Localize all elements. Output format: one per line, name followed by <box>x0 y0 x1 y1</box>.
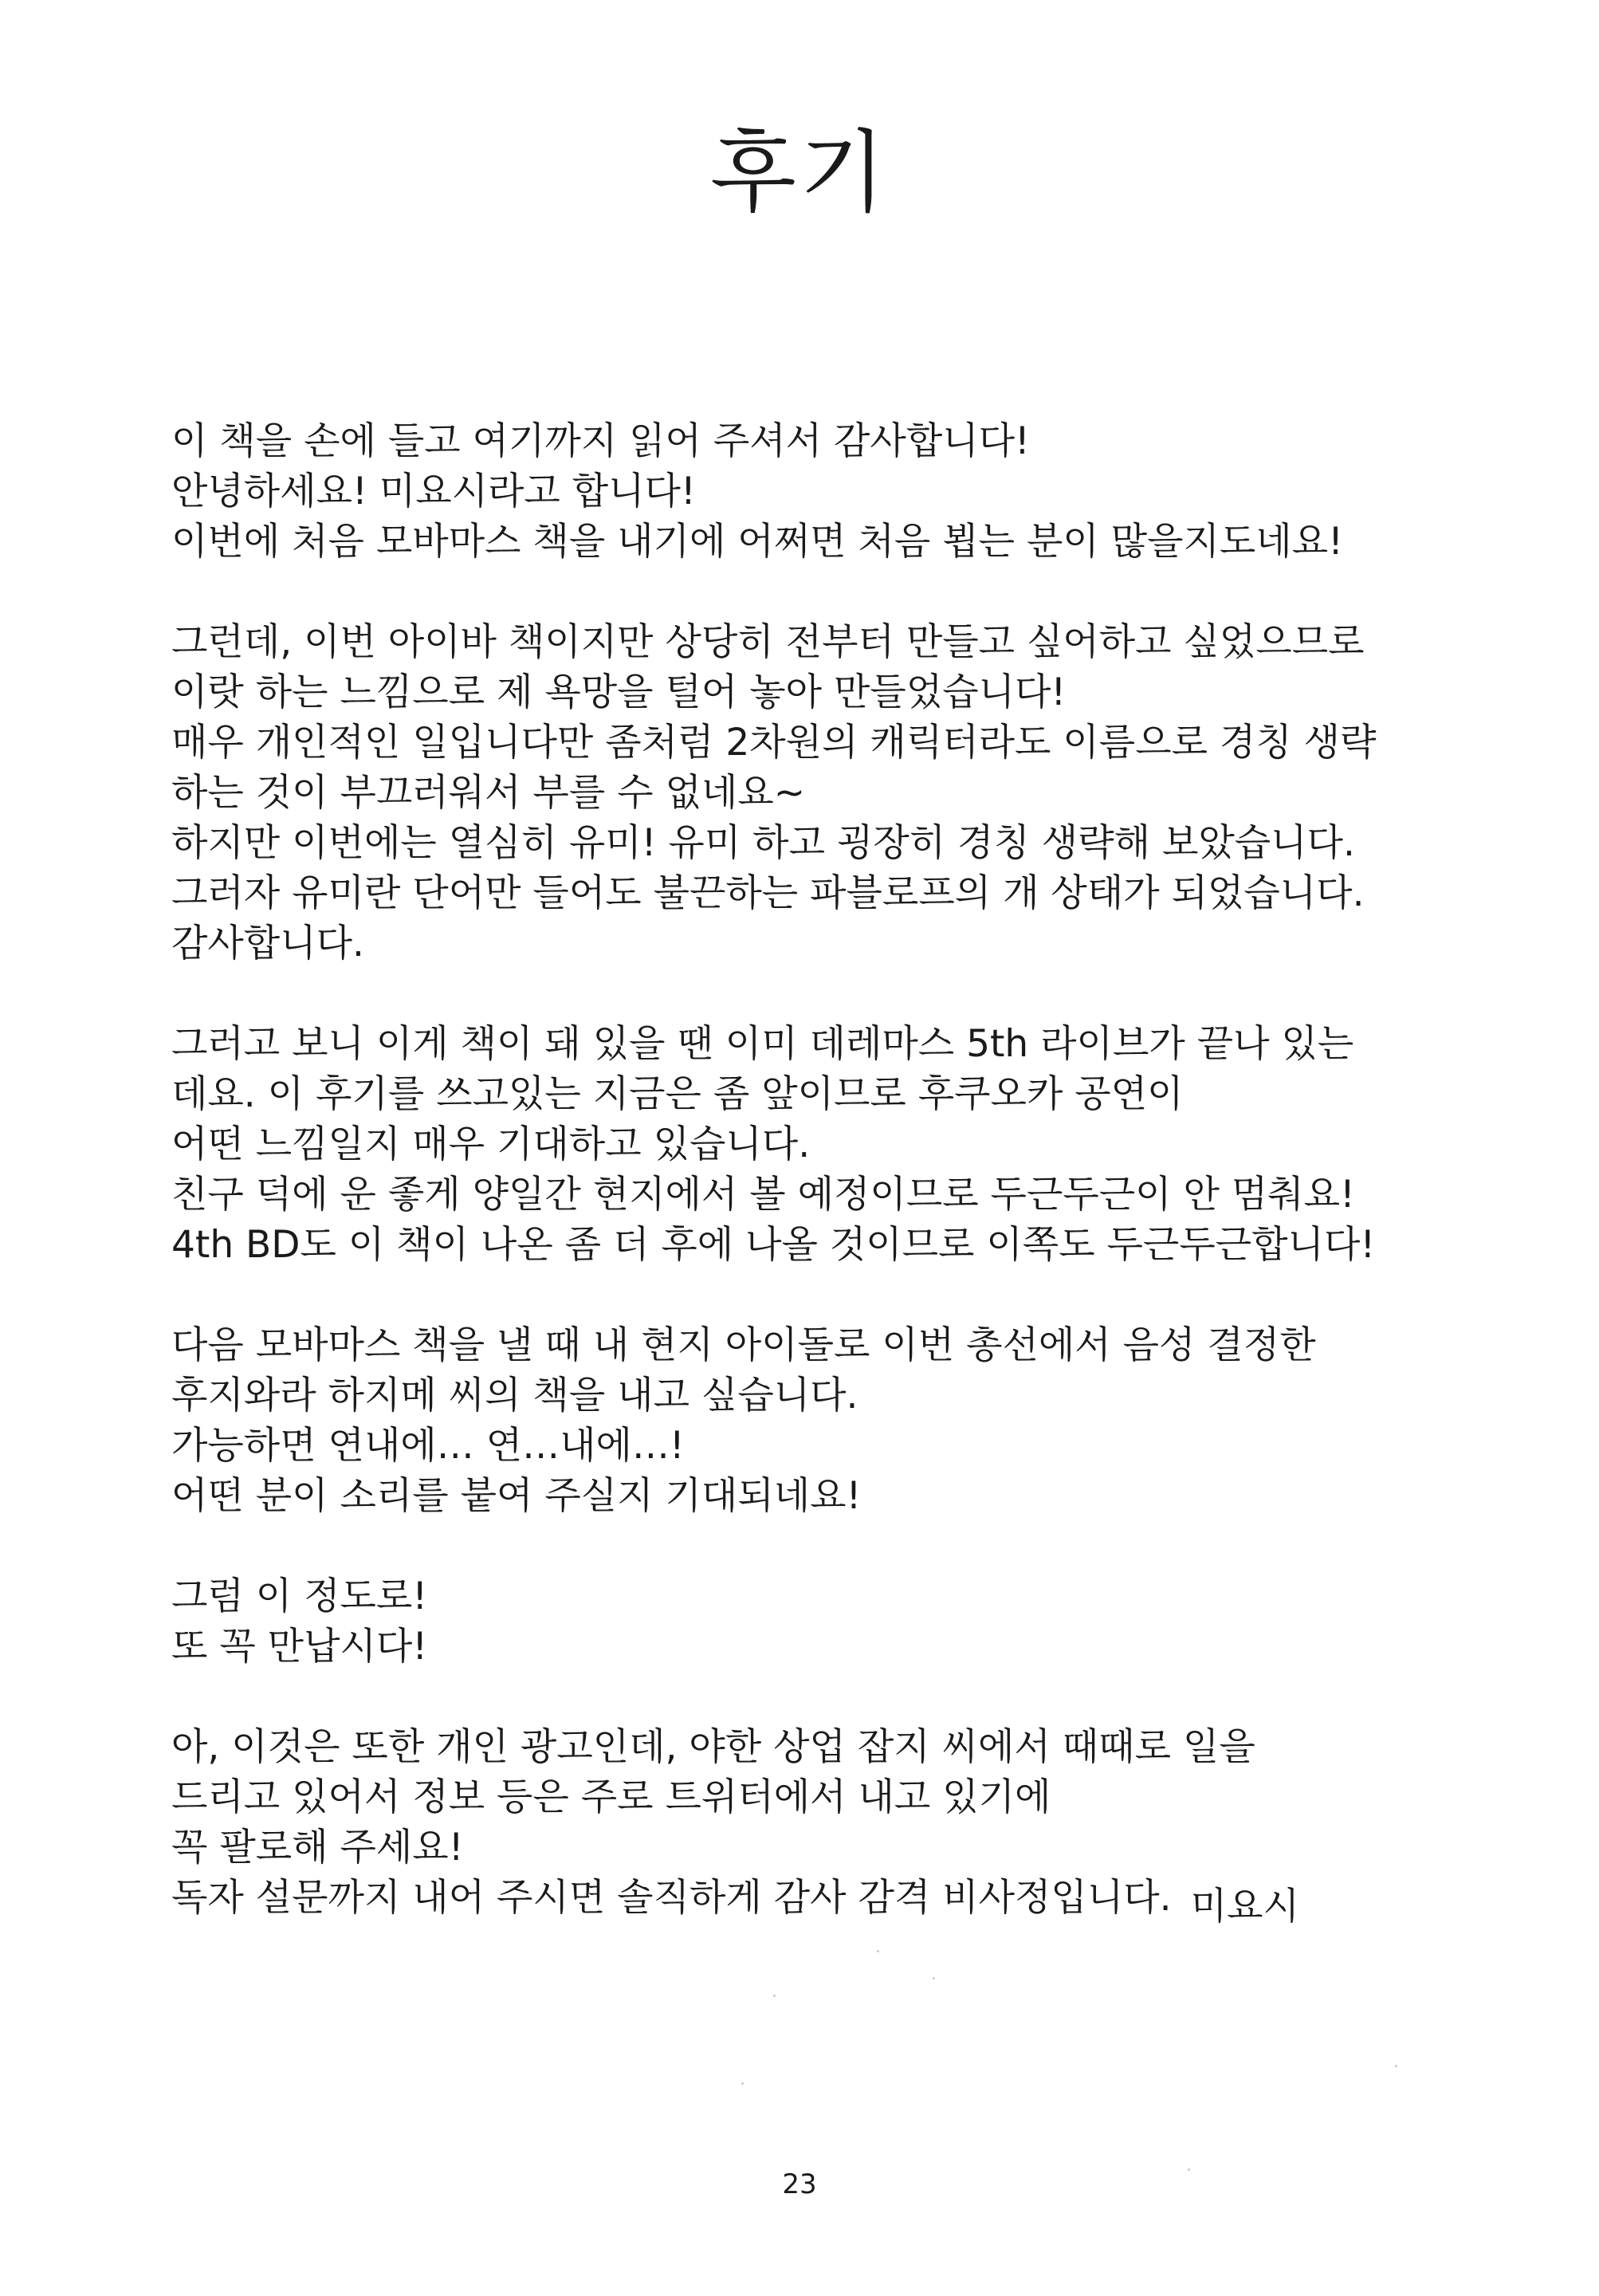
text-line: 이랏 하는 느낌으로 제 욕망을 털어 놓아 만들었습니다! <box>171 670 1067 714</box>
page-title: 후기 <box>709 121 890 225</box>
text-line: 다음 모바마스 책을 낼 때 내 현지 아이돌로 이번 총선에서 음성 결정한 <box>171 1323 1316 1367</box>
paragraph <box>171 1320 1431 1521</box>
text-line: 후지와라 하지메 씨의 책을 내고 싶습니다. <box>171 1374 858 1417</box>
paragraph <box>171 1019 1431 1270</box>
text-line: 그러자 유미란 단어만 들어도 불끈하는 파블로프의 개 상태가 되었습니다. <box>171 871 1365 915</box>
text-line: 꼭 팔로해 주세요! <box>171 1826 464 1869</box>
text-line: 하는 것이 부끄러워서 부를 수 없네요~ <box>171 771 806 815</box>
scan-speck <box>877 1950 879 1952</box>
text-line: 어떤 분이 소리를 붙여 주실지 기대되네요! <box>171 1474 862 1518</box>
text-line: 데요. 이 후기를 쓰고있는 지금은 좀 앞이므로 후쿠오카 공연이 <box>171 1072 1184 1116</box>
page-number: 23 <box>782 2168 817 2200</box>
scan-speck <box>1395 2065 1397 2067</box>
paragraph <box>171 1571 1431 1672</box>
text-line: 이번에 처음 모바마스 책을 내기에 어쩌면 처음 뵙는 분이 많을지도네요! <box>171 520 1343 564</box>
text-line: 가능하면 연내에… 연…내에…! <box>171 1424 685 1468</box>
text-line: 어떤 느낌일지 매우 기대하고 있습니다. <box>171 1122 811 1166</box>
scan-speck <box>741 2082 744 2085</box>
text-line: 독자 설문까지 내어 주시면 솔직하게 감사 감격 비사정입니다. <box>171 1876 1172 1920</box>
text-line: 이 책을 손에 들고 여기까지 읽어 주셔서 감사합니다! <box>171 419 1030 463</box>
text-line: 그럼 이 정도로! <box>171 1575 428 1618</box>
body-text <box>171 416 1431 1973</box>
scan-speck <box>773 1995 776 1997</box>
text-line: 또 꼭 만납시다! <box>171 1625 428 1669</box>
text-line: 아, 이것은 또한 개인 광고인데, 야한 상업 잡지 씨에서 때때로 일을 <box>171 1725 1255 1769</box>
text-line: 드리고 있어서 정보 등은 주로 트위터에서 내고 있기에 <box>171 1775 1051 1819</box>
scan-speck <box>933 1977 935 1980</box>
text-line: 감사합니다. <box>171 922 364 965</box>
author-signature: 미요시 <box>1190 1885 1299 1928</box>
text-line: 그러고 보니 이게 책이 돼 있을 땐 이미 데레마스 5th 라이브가 끝나 있는 <box>171 1022 1354 1066</box>
text-line: 하지만 이번에는 열심히 유미! 유미 하고 굉장히 경칭 생략해 보았습니다. <box>171 821 1355 865</box>
scan-speck <box>1188 2168 1190 2171</box>
text-line: 친구 덕에 운 좋게 양일간 현지에서 볼 예정이므로 두근두근이 안 멈춰요! <box>171 1173 1355 1217</box>
text-line: 매우 개인적인 일입니다만 좀처럼 2차원의 캐릭터라도 이름으로 경칭 생략 <box>171 721 1377 765</box>
paragraph <box>171 416 1431 567</box>
text-line: 4th BD도 이 책이 나온 좀 더 후에 나올 것이므로 이쪽도 두근두근합니다! <box>171 1223 1376 1267</box>
paragraph <box>171 617 1431 969</box>
text-line: 그런데, 이번 아이바 책이지만 상당히 전부터 만들고 싶어하고 싶었으므로 <box>171 620 1365 664</box>
text-line: 안녕하세요! 미요시라고 합니다! <box>171 470 696 513</box>
